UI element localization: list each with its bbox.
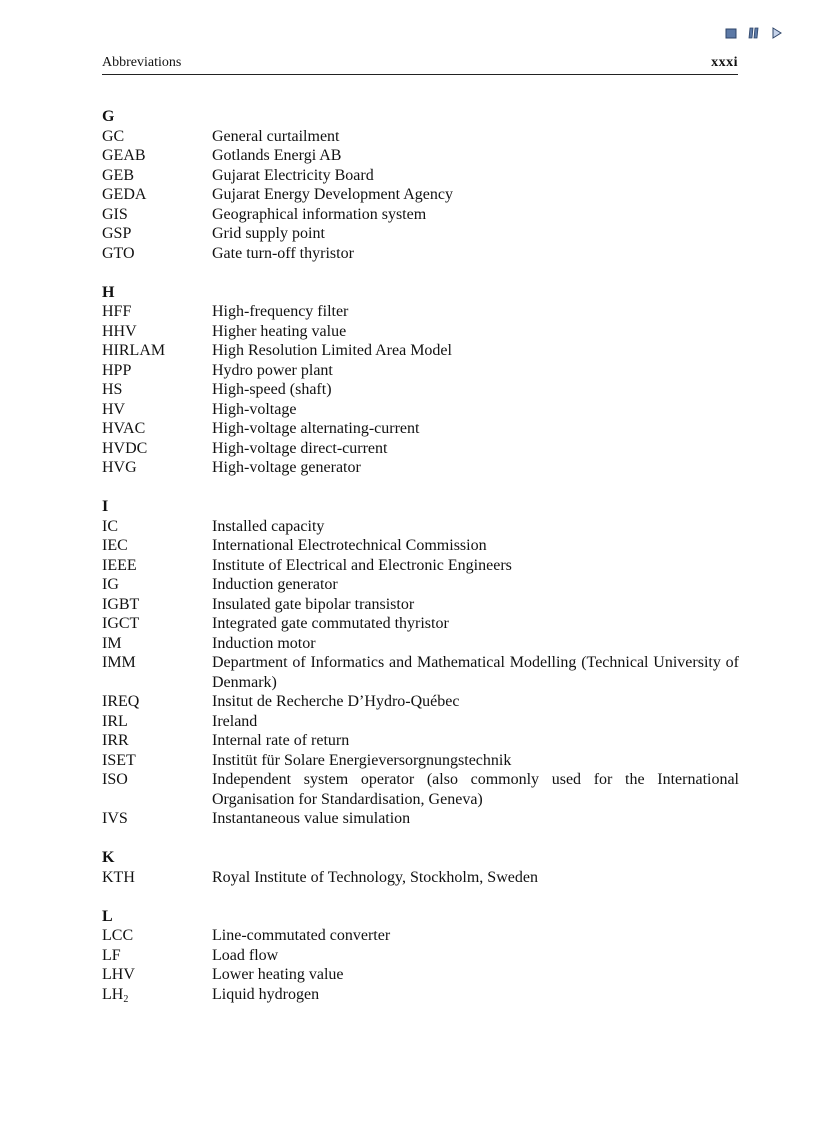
section-letter: K: [102, 849, 115, 866]
abbreviation-text: LH: [102, 985, 124, 1003]
abbreviation-row: [102, 439, 739, 459]
definition: Internal rate of return: [212, 732, 350, 749]
abbreviation-text: HIRLAM: [102, 342, 166, 359]
abbreviation-text: IGCT: [102, 615, 140, 632]
running-header: [102, 55, 738, 75]
definition: Installed capacity: [212, 517, 325, 535]
definition: Independent system operator (also commonly used for the International Organisation for Standardisation, Geneva): [212, 771, 739, 808]
definition: High Resolution Limited Area Model: [212, 342, 452, 359]
section-letter: G: [102, 108, 115, 125]
abbreviation-text: LHV: [102, 966, 135, 983]
definition: High-voltage generator: [212, 459, 361, 476]
abbreviation: [102, 614, 212, 634]
abbreviation-text: HVAC: [102, 420, 146, 437]
abbreviation-row: [102, 556, 739, 576]
abbreviation-text: IG: [102, 576, 119, 593]
abbreviation-row: [102, 361, 739, 381]
definition: General curtailment: [212, 127, 340, 145]
pause-icon[interactable]: [747, 26, 761, 40]
definition: Gujarat Energy Development Agency: [212, 186, 453, 203]
section-letter: L: [102, 907, 113, 925]
abbreviation-subscript: 2: [123, 993, 129, 1005]
abbreviation-text: LCC: [102, 927, 134, 944]
definition: High-voltage: [212, 400, 297, 418]
definition: Induction motor: [212, 634, 316, 652]
abbreviation-row: [102, 205, 739, 225]
abbreviation: [102, 419, 212, 439]
abbreviation-text: IEEE: [102, 556, 137, 574]
abbreviation-row: [102, 302, 739, 322]
abbreviation-row: [102, 595, 739, 615]
abbreviation-text: ISO: [102, 771, 128, 788]
abbreviation: [102, 751, 212, 771]
abbreviation-row: [102, 946, 739, 966]
definition: Geographical information system: [212, 205, 427, 223]
section-letter: H: [102, 283, 115, 301]
definition: Ireland: [212, 712, 258, 730]
abbreviation-row: [102, 400, 739, 420]
abbreviation-row: [102, 341, 739, 361]
abbreviation-text: GIS: [102, 205, 128, 223]
abbreviation: [102, 965, 212, 985]
abbreviation-row: [102, 809, 739, 829]
definition: Insulated gate bipolar transistor: [212, 595, 415, 613]
section-i: [102, 497, 739, 829]
definition: Instantaneous value simulation: [212, 810, 411, 827]
abbreviation: [102, 146, 212, 166]
abbreviation: [102, 361, 212, 381]
abbreviation: [102, 458, 212, 478]
abbreviation-text: ISET: [102, 751, 136, 769]
abbreviation: [102, 692, 212, 712]
abbreviation-text: HV: [102, 400, 126, 418]
abbreviation-row: [102, 458, 739, 478]
abbreviation-row: [102, 712, 739, 732]
abbreviation-text: IM: [102, 634, 122, 652]
abbreviation-text: IEC: [102, 537, 128, 554]
abbreviation-text: IGBT: [102, 595, 140, 613]
abbreviation-row: [102, 868, 739, 888]
section-l: [102, 907, 739, 1005]
abbreviation-text: GEDA: [102, 186, 147, 203]
abbreviation: [102, 770, 212, 809]
definition: High-speed (shaft): [212, 381, 332, 398]
abbreviation-row: [102, 224, 739, 244]
abbreviation-row: [102, 575, 739, 595]
abbreviation-row: [102, 185, 739, 205]
definition: Department of Informatics and Mathematical Modelling (Technical University of Denmark): [212, 654, 739, 691]
section-k: [102, 848, 739, 887]
abbreviation: [102, 731, 212, 751]
abbreviation: [102, 575, 212, 595]
stop-icon[interactable]: [724, 26, 738, 40]
abbreviation: [102, 926, 212, 946]
abbreviation-text: HVG: [102, 459, 137, 476]
definition: Gujarat Electricity Board: [212, 166, 374, 184]
abbreviation-text: HS: [102, 381, 123, 398]
abbreviation-text: IRL: [102, 712, 128, 730]
definition: Institute of Electrical and Electronic Engineers: [212, 556, 512, 574]
abbreviation-text: GTO: [102, 244, 135, 262]
abbreviation: [102, 205, 212, 225]
abbreviation-text: GEAB: [102, 147, 146, 164]
abbreviation-row: [102, 536, 739, 556]
abbreviation-row: [102, 731, 739, 751]
abbreviation-row: [102, 692, 739, 712]
definition: Gotlands Energi AB: [212, 147, 342, 164]
abbreviation-text: HHV: [102, 322, 137, 340]
abbreviation: [102, 185, 212, 205]
definition: Hydro power plant: [212, 361, 333, 379]
abbreviation-row: [102, 146, 739, 166]
definition: Lower heating value: [212, 966, 344, 983]
abbreviation-text: KTH: [102, 868, 135, 886]
definition: Institüt für Solare Energieversorgnungstechnik: [212, 751, 512, 769]
abbreviation: [102, 224, 212, 244]
definition: Royal Institute of Technology, Stockholm, Sweden: [212, 868, 538, 886]
abbreviation-row: [102, 926, 739, 946]
definition: Line-commutated converter: [212, 927, 391, 944]
abbreviation-row: [102, 322, 739, 342]
abbreviation-text: IRR: [102, 732, 129, 749]
abbreviation: [102, 400, 212, 420]
abbreviation-text: GSP: [102, 225, 132, 242]
abbreviation-row: [102, 244, 739, 264]
abbreviation: [102, 341, 212, 361]
abbreviation: [102, 809, 212, 829]
abbreviation: [102, 712, 212, 732]
abbreviation: [102, 634, 212, 654]
abbreviation: [102, 439, 212, 459]
abbreviation-text: IREQ: [102, 693, 140, 710]
abbreviation-text: GC: [102, 127, 125, 145]
definition: Insitut de Recherche D’Hydro-Québec: [212, 693, 460, 710]
abbreviation: [102, 302, 212, 322]
abbreviation-row: [102, 127, 739, 147]
abbreviation: [102, 244, 212, 264]
viewer-controls: [724, 24, 784, 42]
definition: Grid supply point: [212, 225, 325, 242]
definition: International Electrotechnical Commission: [212, 537, 487, 554]
abbreviation-text: IVS: [102, 810, 128, 827]
abbreviation-row: [102, 517, 739, 537]
play-icon[interactable]: [770, 26, 784, 40]
header-title: Abbreviations: [102, 55, 182, 70]
abbreviation: [102, 517, 212, 537]
section-letter: I: [102, 498, 109, 515]
abbreviation: [102, 595, 212, 615]
abbreviation-text: GEB: [102, 166, 134, 184]
definition: Liquid hydrogen: [212, 985, 320, 1003]
abbreviation-text: HFF: [102, 303, 132, 320]
abbreviation: [102, 322, 212, 342]
abbreviation-text: IC: [102, 517, 118, 535]
abbreviation-row: [102, 634, 739, 654]
abbreviation-row: [102, 985, 739, 1005]
section-h: [102, 283, 739, 478]
definition: Integrated gate commutated thyristor: [212, 615, 449, 632]
abbreviation-list: [102, 107, 739, 1024]
abbreviation-row: [102, 653, 739, 692]
abbreviation: [102, 166, 212, 186]
abbreviation: [102, 868, 212, 888]
abbreviation: [102, 653, 212, 692]
definition: Induction generator: [212, 576, 338, 593]
abbreviation: [102, 946, 212, 966]
abbreviation-text: HPP: [102, 361, 132, 379]
definition: Load flow: [212, 946, 279, 964]
abbreviation-row: [102, 770, 739, 809]
abbreviation: [102, 127, 212, 147]
abbreviation-text: IMM: [102, 654, 136, 671]
abbreviation-row: [102, 419, 739, 439]
abbreviation: [102, 556, 212, 576]
abbreviation-row: [102, 965, 739, 985]
abbreviation-text: HVDC: [102, 439, 148, 457]
definition: Gate turn-off thyristor: [212, 244, 354, 262]
definition: High-voltage direct-current: [212, 439, 388, 457]
abbreviation: [102, 536, 212, 556]
abbreviation: [102, 985, 212, 1005]
abbreviation-text: LF: [102, 946, 121, 964]
definition: High-frequency filter: [212, 303, 349, 320]
abbreviation-row: [102, 614, 739, 634]
page-number: xxxi: [711, 55, 738, 70]
definition: Higher heating value: [212, 322, 347, 340]
abbreviation-row: [102, 751, 739, 771]
section-g: [102, 107, 739, 263]
abbreviation: [102, 380, 212, 400]
abbreviation-row: [102, 380, 739, 400]
abbreviation-row: [102, 166, 739, 186]
definition: High-voltage alternating-current: [212, 420, 420, 437]
